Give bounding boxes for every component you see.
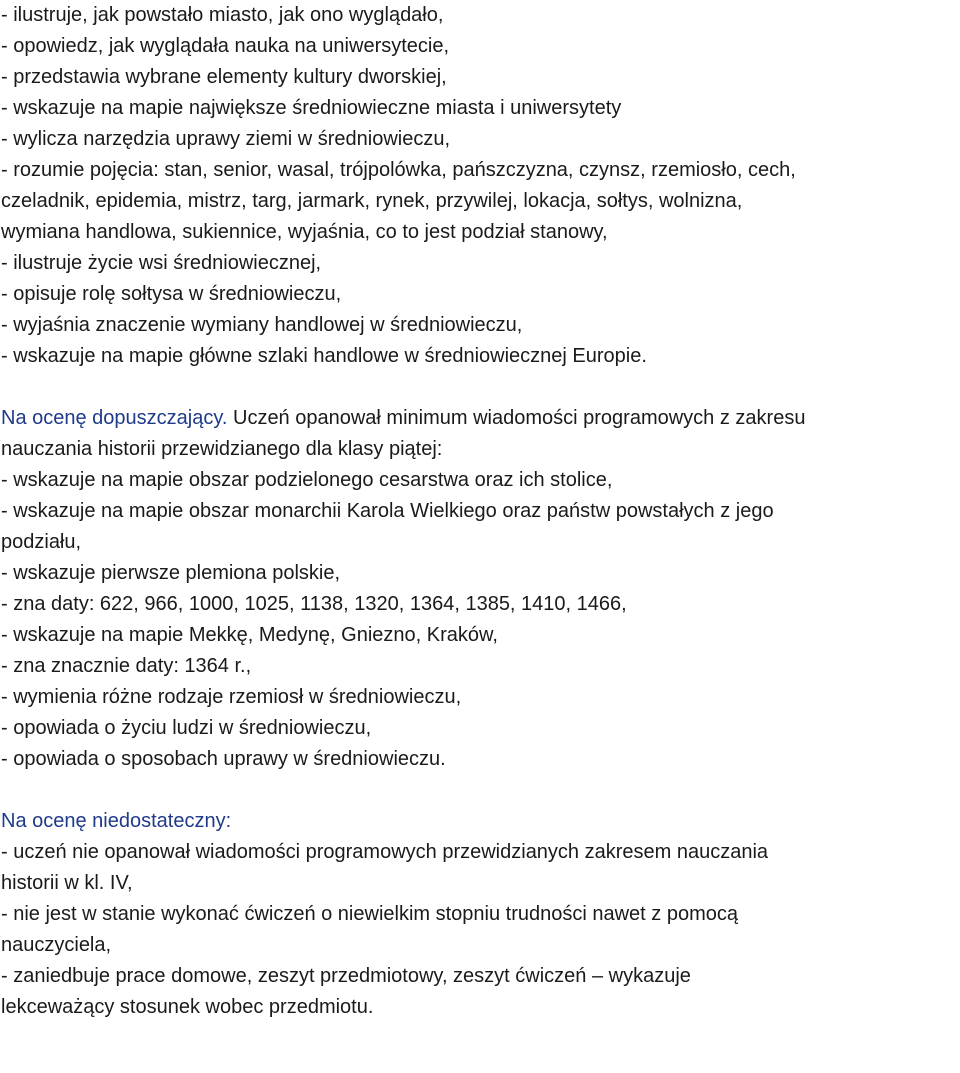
- list-item: nauczyciela,: [1, 934, 112, 956]
- list-item: - wskazuje na mapie obszar podzielonego cesarstwa oraz ich stolice,: [1, 469, 613, 491]
- list-item: - rozumie pojęcia: stan, senior, wasal, trójpolówka, pańszczyzna, czynsz, rzemiosło, cech,: [1, 159, 796, 181]
- list-item: - wylicza narzędzia uprawy ziemi w średniowieczu,: [1, 128, 451, 150]
- list-item: - opowiedz, jak wyglądała nauka na uniwersytecie,: [1, 35, 450, 57]
- list-item: wymiana handlowa, sukiennice, wyjaśnia, co to jest podział stanowy,: [1, 221, 608, 243]
- list-item: czeladnik, epidemia, mistrz, targ, jarmark, rynek, przywilej, lokacja, sołtys, wolnizna,: [1, 190, 743, 212]
- list-item: - nie jest w stanie wykonać ćwiczeń o niewielkim stopniu trudności nawet z pomocą: [1, 903, 739, 925]
- list-item: - ilustruje życie wsi średniowiecznej,: [1, 252, 322, 274]
- paragraph-gap: [1, 372, 956, 403]
- list-item: - wskazuje na mapie obszar monarchii Karola Wielkiego oraz państw powstałych z jego: [1, 500, 774, 522]
- list-item: - wskazuje na mapie Mekkę, Medynę, Gniezno, Kraków,: [1, 624, 498, 646]
- list-item: - zna znacznie daty: 1364 r.,: [1, 655, 252, 677]
- list-item: - ilustruje, jak powstało miasto, jak ono wyglądało,: [1, 4, 444, 26]
- list-item: - wskazuje na mapie największe średniowieczne miasta i uniwersytety: [1, 97, 622, 119]
- list-item: - wskazuje na mapie główne szlaki handlowe w średniowiecznej Europie.: [1, 345, 647, 367]
- list-item: - opowiada o życiu ludzi w średniowieczu,: [1, 717, 372, 739]
- list-item: - wskazuje pierwsze plemiona polskie,: [1, 562, 341, 584]
- list-item: lekceważący stosunek wobec przedmiotu.: [1, 996, 374, 1018]
- list-item: - opowiada o sposobach uprawy w średniowieczu.: [1, 748, 446, 770]
- section-grade-sufficient: [1, 403, 956, 775]
- list-item: - opisuje rolę sołtysa w średniowieczu,: [1, 283, 342, 305]
- list-item: nauczania historii przewidzianego dla klasy piątej:: [1, 438, 443, 460]
- list-item: podziału,: [1, 531, 82, 553]
- section-intro: [1, 403, 956, 434]
- list-item: historii w kl. IV,: [1, 872, 133, 894]
- list-item: - wymienia różne rodzaje rzemiosł w średniowieczu,: [1, 686, 462, 708]
- list-item: - przedstawia wybrane elementy kultury dworskiej,: [1, 66, 447, 88]
- grade-heading-sufficient: Na ocenę dopuszczający.: [1, 407, 228, 429]
- list-item: - zna daty: 622, 966, 1000, 1025, 1138, 1320, 1364, 1385, 1410, 1466,: [1, 593, 627, 615]
- paragraph-gap: [1, 775, 956, 806]
- section-requirements-list: [1, 0, 956, 372]
- grade-heading-insufficient: Na ocenę niedostateczny:: [1, 810, 232, 832]
- list-item: - zaniedbuje prace domowe, zeszyt przedmiotowy, zeszyt ćwiczeń – wykazuje: [1, 965, 691, 987]
- list-item: - uczeń nie opanował wiadomości programowych przewidzianych zakresem nauczania: [1, 841, 769, 863]
- section-grade-insufficient: [1, 806, 956, 1023]
- section-intro-text: Uczeń opanował minimum wiadomości programowych z zakresu: [227, 407, 806, 429]
- list-item: - wyjaśnia znaczenie wymiany handlowej w średniowieczu,: [1, 314, 523, 336]
